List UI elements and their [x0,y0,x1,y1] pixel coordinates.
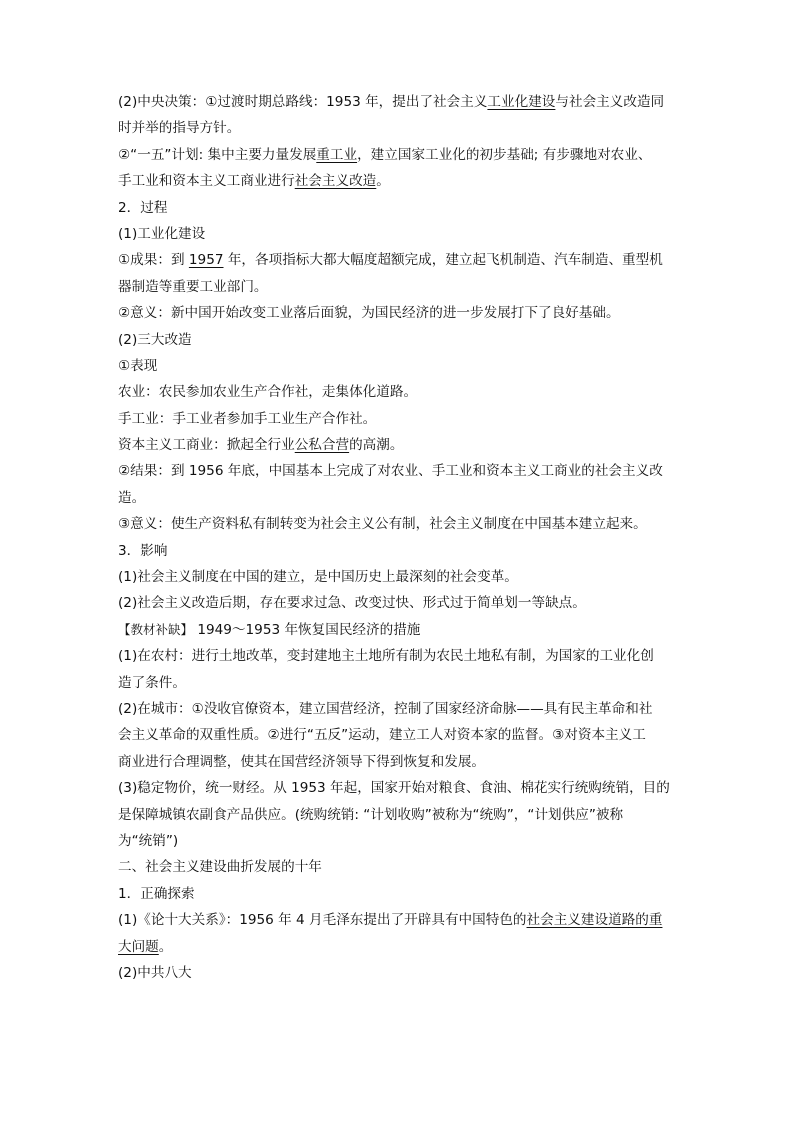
section-tag: 【教材补缺】 [118,621,194,637]
text-line [118,617,676,643]
underlined-text: 1957 [188,252,224,269]
text-line [118,195,676,221]
text-line [118,115,676,141]
text-segment: 会主义革命的双重性质。②进行“五反”运动，建立工人对资本家的监督。③对资本主义工 [118,727,646,744]
text-line [118,881,676,907]
text-line [118,643,676,669]
text-segment: ②结果：到 1956 年底，中国基本上完成了对农业、手工业和资本主义工商业的社会主义改 [118,463,663,480]
text-segment: 3．影响 [118,542,168,559]
text-line [118,564,676,590]
text-line [118,274,676,300]
text-segment: 手工业和资本主义工商业进行 [118,173,295,190]
underlined-text: 工业化建设 [487,94,556,110]
text-segment: ①表现 [118,357,158,374]
text-segment: 资本主义工商业：掀起全行业 [118,437,295,454]
text-segment: 2．过程 [118,199,168,216]
text-line [118,247,676,273]
text-line [118,722,676,748]
text-line [118,960,676,986]
underlined-text: 社会主义改造 [294,173,377,190]
text-line [118,775,676,801]
text-segment: 1．正确探索 [118,885,195,902]
underlined-text: 社会主义建设道路的重 [526,912,663,929]
text-segment: (1)工业化建设 [118,225,206,242]
text-segment: (3)稳定物价，统一财经。从 1953 年起，国家开始对粮食、食油、棉花实行统购统销，目的 [118,780,670,797]
text-segment: (1)在农村：进行土地改革，变封建地主土地所有制为农民土地私有制，为国家的工业化创 [118,648,654,665]
text-segment: (2)在城市：①没收官僚资本，建立国营经济，控制了国家经济命脉——具有民主革命和社 [118,700,653,717]
text-segment: 为“统销”) [118,832,179,849]
text-segment: 造。 [118,489,146,506]
text-segment: 农业：农民参加农业生产合作社，走集体化道路。 [118,384,418,401]
text-line [118,907,676,933]
text-line [118,406,676,432]
text-line [118,538,676,564]
text-segment: (2)三大改造 [118,331,192,348]
document-page [118,89,676,986]
text-line [118,221,676,247]
text-line [118,168,676,194]
text-line [118,353,676,379]
text-segment: 的高潮。 [349,437,404,454]
text-segment: 二、社会主义建设曲折发展的十年 [118,859,322,876]
text-segment: 年，各项指标大都大幅度超额完成，建立起飞机制造、汽车制造、重型机 [223,252,663,269]
text-line [118,432,676,458]
text-segment: (2)中央决策：①过渡时期总路线：1953 年，提出了社会主义 [118,94,488,110]
text-line [118,802,676,828]
text-segment: 造了条件。 [118,674,186,691]
text-segment: 。 [158,938,173,955]
text-segment: 器制造等重要工业部门。 [118,278,268,295]
text-line [118,590,676,616]
text-segment: ，建立国家工业化的初步基础; 有步骤地对农业、 [357,146,652,163]
text-segment: (1)《论十大关系》：1956 年 4 月毛泽东提出了开辟具有中国特色的 [118,912,527,929]
text-line [118,142,676,168]
text-segment: 1949～1953 年恢复国民经济的措施 [193,621,421,638]
text-segment: ①成果：到 [118,252,189,269]
text-line [118,828,676,854]
text-segment: 商业进行合理调整，使其在国营经济领导下得到恢复和发展。 [118,753,486,770]
text-segment: (2)中共八大 [118,964,192,981]
text-segment: 是保障城镇农副食产品供应。(统购统销: “计划收购”被称为“统购”，“计划供应”被称 [118,806,624,823]
text-line [118,749,676,775]
text-line [118,854,676,880]
text-segment: 与社会主义改造同 [555,94,665,110]
text-line [118,485,676,511]
text-segment: ②意义：新中国开始改变工业落后面貌，为国民经济的进一步发展打下了良好基础。 [118,305,620,322]
text-segment: 手工业：手工业者参加手工业生产合作社。 [118,410,377,427]
text-segment: ③意义：使生产资料私有制转变为社会主义公有制，社会主义制度在中国基本建立起来。 [118,516,647,533]
text-line [118,89,676,115]
text-segment: ②“一五”计划: 集中主要力量发展 [118,146,317,163]
text-line [118,300,676,326]
text-line [118,696,676,722]
text-segment: 时并举的指导方针。 [118,120,241,137]
underlined-text: 重工业 [316,146,358,163]
text-segment: (2)社会主义改造后期，存在要求过急、改变过快、形式过于简单划一等缺点。 [118,595,586,612]
text-segment: 。 [376,173,390,190]
underlined-text: 公私合营 [294,437,350,454]
text-line [118,458,676,484]
text-line [118,379,676,405]
text-segment: (1)社会主义制度在中国的建立，是中国历史上最深刻的社会变革。 [118,569,518,586]
text-line [118,934,676,960]
text-line [118,511,676,537]
text-line [118,670,676,696]
text-line [118,327,676,353]
underlined-text: 大问题 [118,938,159,955]
